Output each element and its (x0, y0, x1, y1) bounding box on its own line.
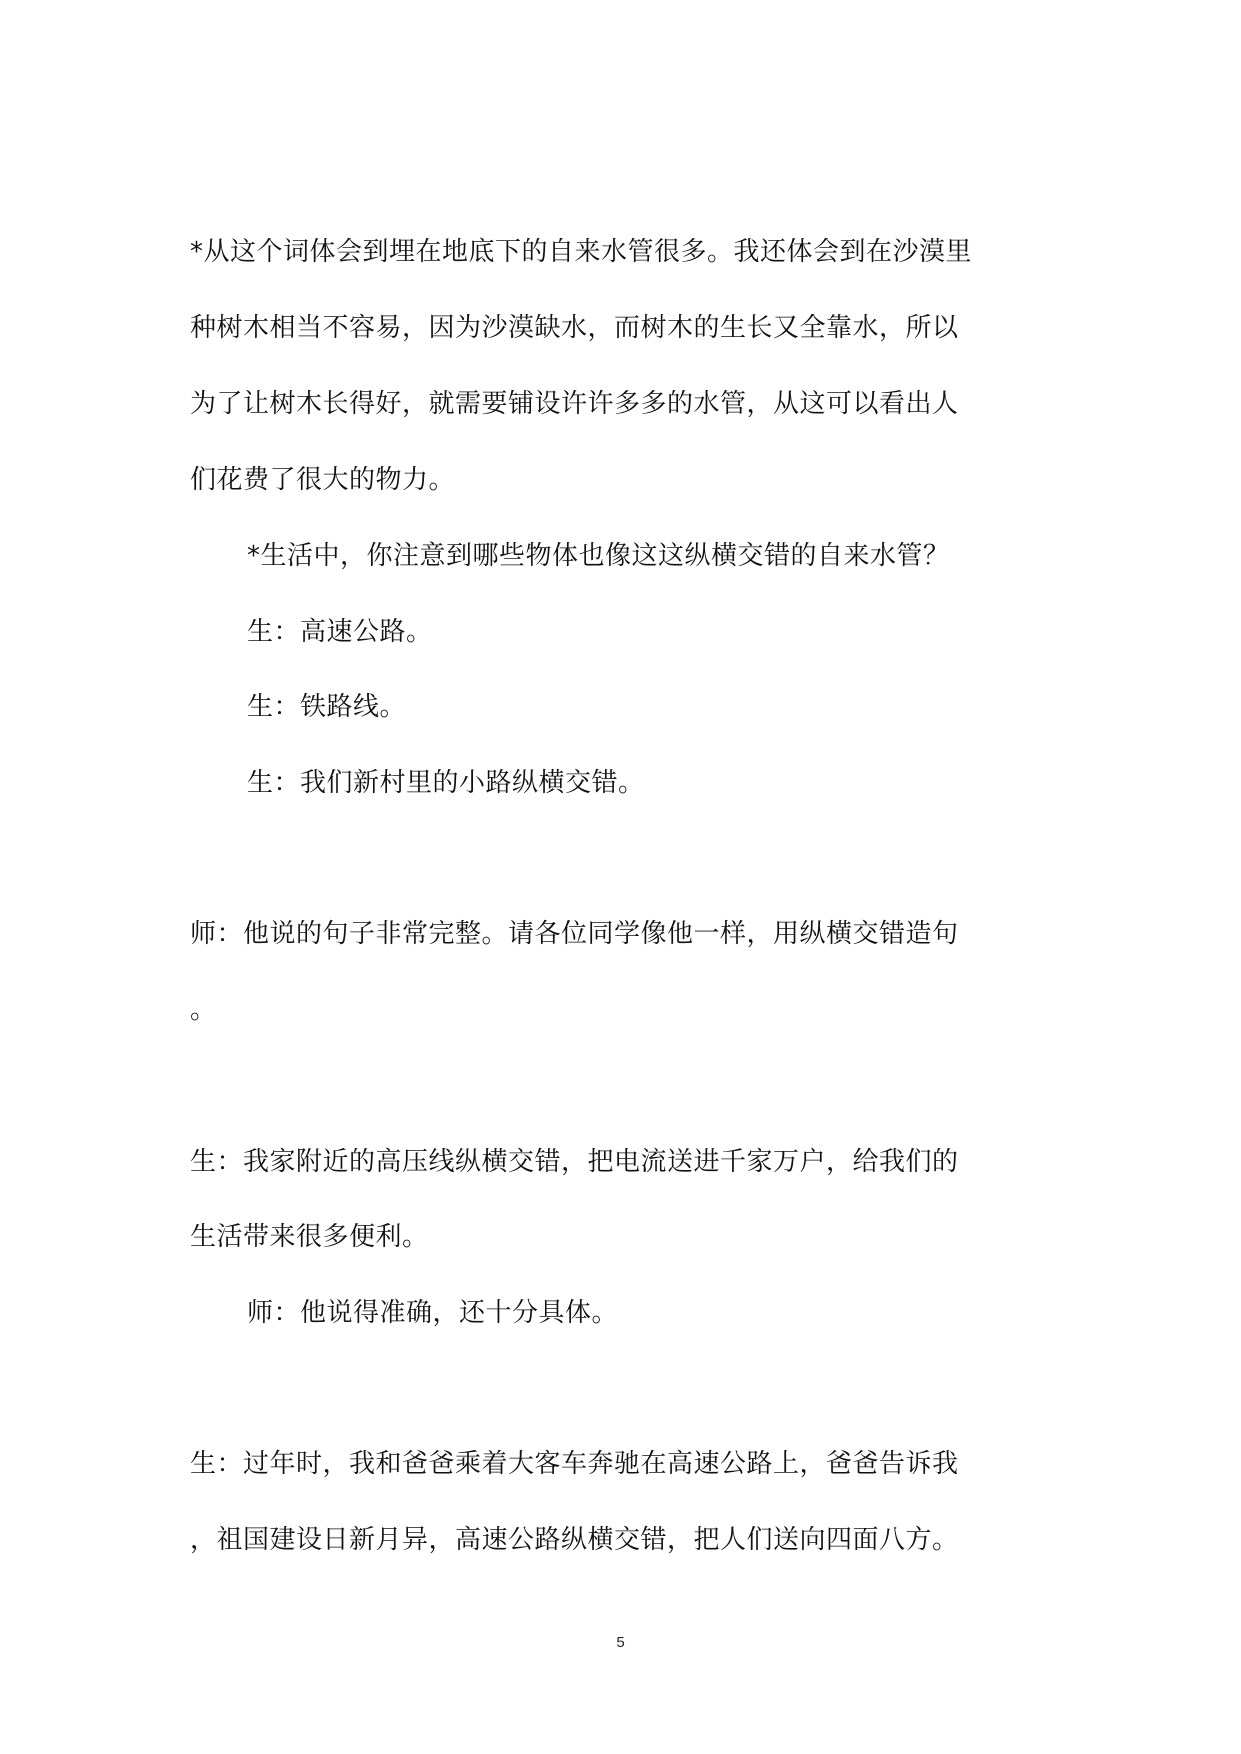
paragraph-line: 。 (190, 995, 217, 1025)
teacher-line: 师：他说的句子非常完整。请各位同学像他一样，用纵横交错造句 (190, 919, 959, 949)
paragraph-line: ，祖国建设日新月异，高速公路纵横交错，把人们送向四面八方。 (190, 1525, 959, 1555)
paragraph-line: 生活带来很多便利。 (190, 1222, 429, 1252)
page-number: 5 (616, 1634, 625, 1651)
paragraph-line: *从这个词体会到埋在地底下的自来水管很多。我还体会到在沙漠里 (190, 237, 973, 267)
student-answer-line: 生：我们新村里的小路纵横交错。 (247, 768, 645, 798)
student-answer-line: 生：铁路线。 (247, 692, 407, 722)
paragraph-line: 们花费了很大的物力。 (190, 465, 456, 495)
paragraph-line: 种树木相当不容易，因为沙漠缺水，而树木的生长又全靠水，所以 (190, 313, 959, 343)
student-answer-line: 生：高速公路。 (247, 617, 433, 647)
teacher-line: 师：他说得准确，还十分具体。 (247, 1298, 619, 1328)
paragraph-line: 为了让树木长得好，就需要铺设许许多多的水管，从这可以看出人 (190, 389, 959, 419)
student-answer-line: 生：过年时，我和爸爸乘着大客车奔驰在高速公路上，爸爸告诉我 (190, 1449, 959, 1479)
question-line: *生活中，你注意到哪些物体也像这这纵横交错的自来水管？ (247, 541, 950, 571)
student-answer-line: 生：我家附近的高压线纵横交错，把电流送进千家万户，给我们的 (190, 1147, 959, 1177)
